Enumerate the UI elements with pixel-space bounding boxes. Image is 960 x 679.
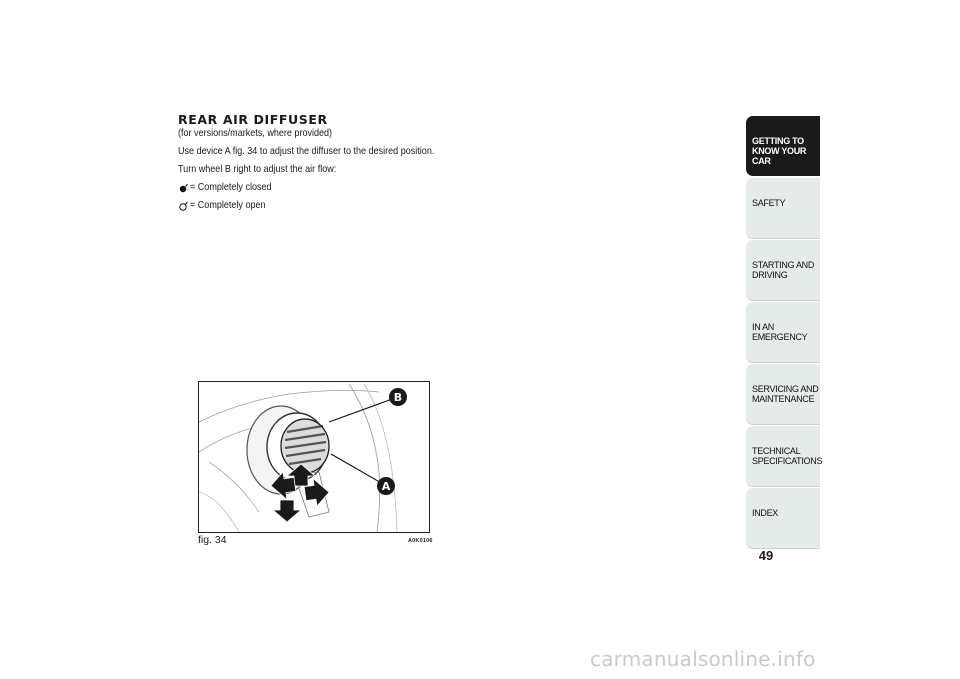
section-title: REAR AIR DIFFUSER: [178, 112, 328, 127]
open-line: [178, 199, 478, 212]
tab-index[interactable]: INDEX: [746, 488, 820, 548]
open-text: = Completely open: [190, 199, 266, 211]
section-subtitle: (for versions/markets, where provided): [178, 127, 333, 139]
tab-getting-to-know-your-car[interactable]: GETTING TO KNOW YOUR CAR: [746, 116, 820, 176]
tab-safety[interactable]: SAFETY: [746, 178, 820, 238]
tab-servicing-and-maintenance[interactable]: SERVICING AND MAINTENANCE: [746, 364, 820, 424]
page-number: 49: [758, 548, 774, 563]
figure-caption: fig. 34: [198, 534, 227, 546]
air-diffuser-illustration: [199, 382, 429, 532]
watermark: carmanualsonline.info: [590, 647, 816, 671]
label-a: A: [381, 480, 391, 493]
closed-line: [178, 181, 478, 194]
tab-starting-and-driving[interactable]: STARTING AND DRIVING: [746, 240, 820, 300]
open-circle-icon: [178, 201, 188, 211]
tab-in-an-emergency[interactable]: IN AN EMERGENCY: [746, 302, 820, 362]
label-b: B: [393, 391, 403, 404]
wheel-text: Turn wheel B right to adjust the air flow:: [178, 163, 337, 175]
chapter-tabs: [746, 116, 823, 550]
closed-text: = Completely closed: [190, 181, 272, 193]
instruction-text: Use device A fig. 34 to adjust the diffuser to the desired position.: [178, 145, 435, 157]
section-content: [178, 112, 478, 212]
figure-code: A0K0106: [408, 538, 433, 544]
tab-technical-specifications[interactable]: TECHNICAL SPECIFICATIONS: [746, 426, 820, 486]
filled-circle-icon: [178, 183, 188, 193]
figure-34-illustration: [198, 381, 430, 533]
